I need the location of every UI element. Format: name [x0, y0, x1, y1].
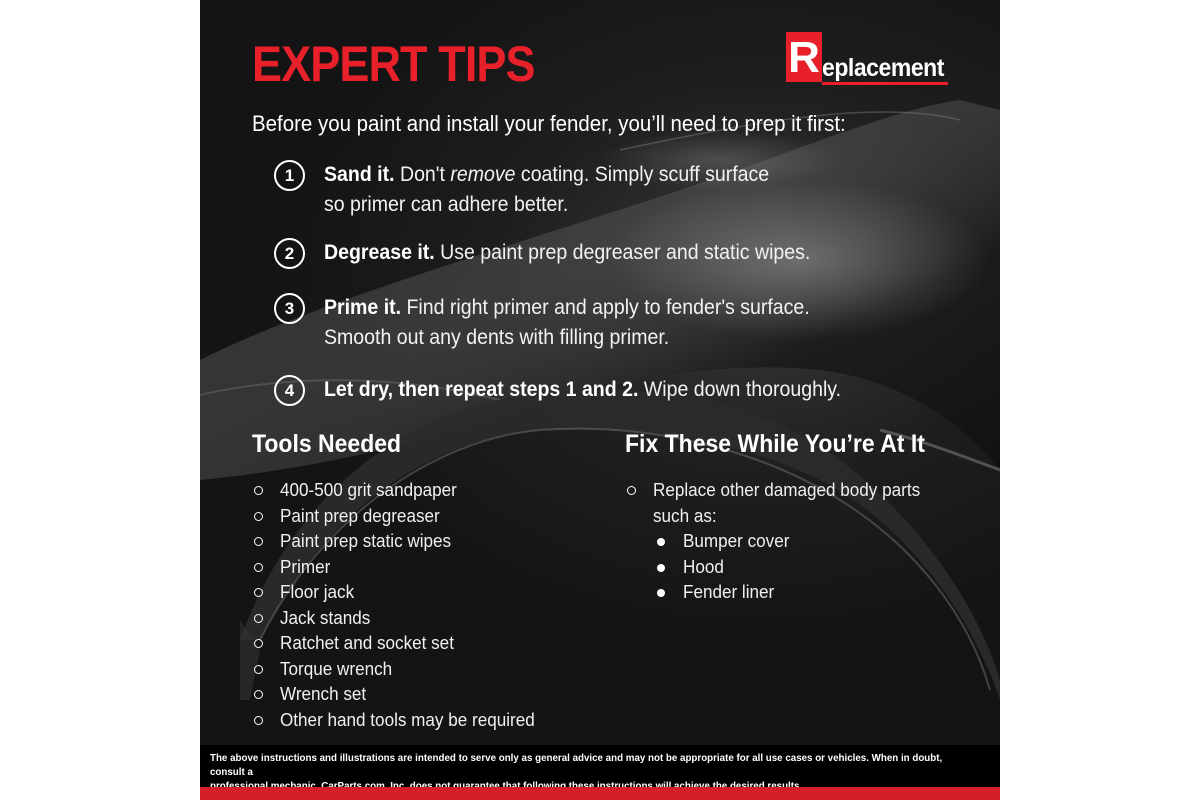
expert-tips-panel — [200, 0, 1000, 800]
filled-bullet-icon — [657, 564, 665, 572]
intro-text: Before you paint and install your fender, you’ll need to prep it first: — [252, 111, 846, 136]
logo-underline — [822, 82, 948, 85]
bullet-icon — [254, 639, 263, 648]
step-heading: Sand it. — [324, 163, 395, 186]
page-title: EXPERT TIPS — [252, 36, 535, 92]
logo-first-letter: R — [788, 33, 820, 82]
bullet-icon — [254, 486, 263, 495]
list-item-continuation: such as: — [653, 505, 717, 526]
bullet-icon — [254, 512, 263, 521]
step-body: Don't — [394, 163, 451, 186]
fix-sublist — [655, 529, 795, 606]
disclaimer-bar — [200, 745, 1000, 787]
step-number-badge: 1 — [274, 160, 305, 191]
step-number-badge: 3 — [274, 293, 305, 324]
step-text — [324, 238, 901, 268]
fix-heading: Fix These While You’re At It — [625, 430, 925, 458]
list-item: Hood — [655, 555, 795, 581]
list-item: Paint prep static wipes — [252, 529, 548, 555]
list-item: Other hand tools may be required — [252, 708, 548, 734]
step-body-line2: so primer can adhere better. — [324, 193, 569, 216]
bullet-icon — [627, 486, 636, 495]
list-item: Replace other damaged body parts — [625, 478, 934, 504]
replacement-logo — [786, 32, 950, 86]
step-body: coating. Simply scuff surface — [515, 163, 770, 186]
disclaimer-text: The above instructions and illustrations are intended to serve only as general advice and may not be appropriate for all use cases or vehicles. When in doubt, consult a — [210, 753, 943, 778]
step-emphasis: remove — [450, 163, 516, 186]
step-body: Use paint prep degreaser and static wipes. — [434, 241, 811, 264]
step-text — [324, 375, 901, 405]
list-item: Paint prep degreaser — [252, 504, 548, 530]
step-text — [324, 160, 901, 220]
bullet-icon — [254, 537, 263, 546]
list-item: Primer — [252, 555, 548, 581]
step-body: Wipe down thoroughly. — [638, 378, 842, 401]
step-body: Find right primer and apply to fender's surface. — [401, 296, 810, 319]
list-item: Bumper cover — [655, 529, 795, 555]
tools-list — [252, 478, 548, 733]
bottom-accent-bar — [200, 787, 1000, 800]
step-number-badge: 4 — [274, 375, 305, 406]
step-number-badge: 2 — [274, 238, 305, 269]
list-item: Jack stands — [252, 606, 548, 632]
bullet-icon — [254, 563, 263, 572]
list-item: Fender liner — [655, 580, 795, 606]
bullet-icon — [254, 690, 263, 699]
step-text — [324, 293, 901, 353]
bullet-icon — [254, 665, 263, 674]
filled-bullet-icon — [657, 589, 665, 597]
bullet-icon — [254, 614, 263, 623]
fix-list — [625, 478, 934, 529]
list-item: Floor jack — [252, 580, 548, 606]
list-item: Ratchet and socket set — [252, 631, 548, 657]
step-heading: Let dry, then repeat steps 1 and 2. — [324, 378, 639, 401]
filled-bullet-icon — [657, 538, 665, 546]
list-item: Wrench set — [252, 682, 548, 708]
step-body-line2: Smooth out any dents with filling primer. — [324, 326, 670, 349]
logo-wordmark: eplacement — [822, 54, 944, 82]
bullet-icon — [254, 716, 263, 725]
step-heading: Degrease it. — [324, 241, 435, 264]
list-item: Torque wrench — [252, 657, 548, 683]
list-item: 400-500 grit sandpaper — [252, 478, 548, 504]
tools-heading: Tools Needed — [252, 430, 402, 458]
step-heading: Prime it. — [324, 296, 402, 319]
bullet-icon — [254, 588, 263, 597]
